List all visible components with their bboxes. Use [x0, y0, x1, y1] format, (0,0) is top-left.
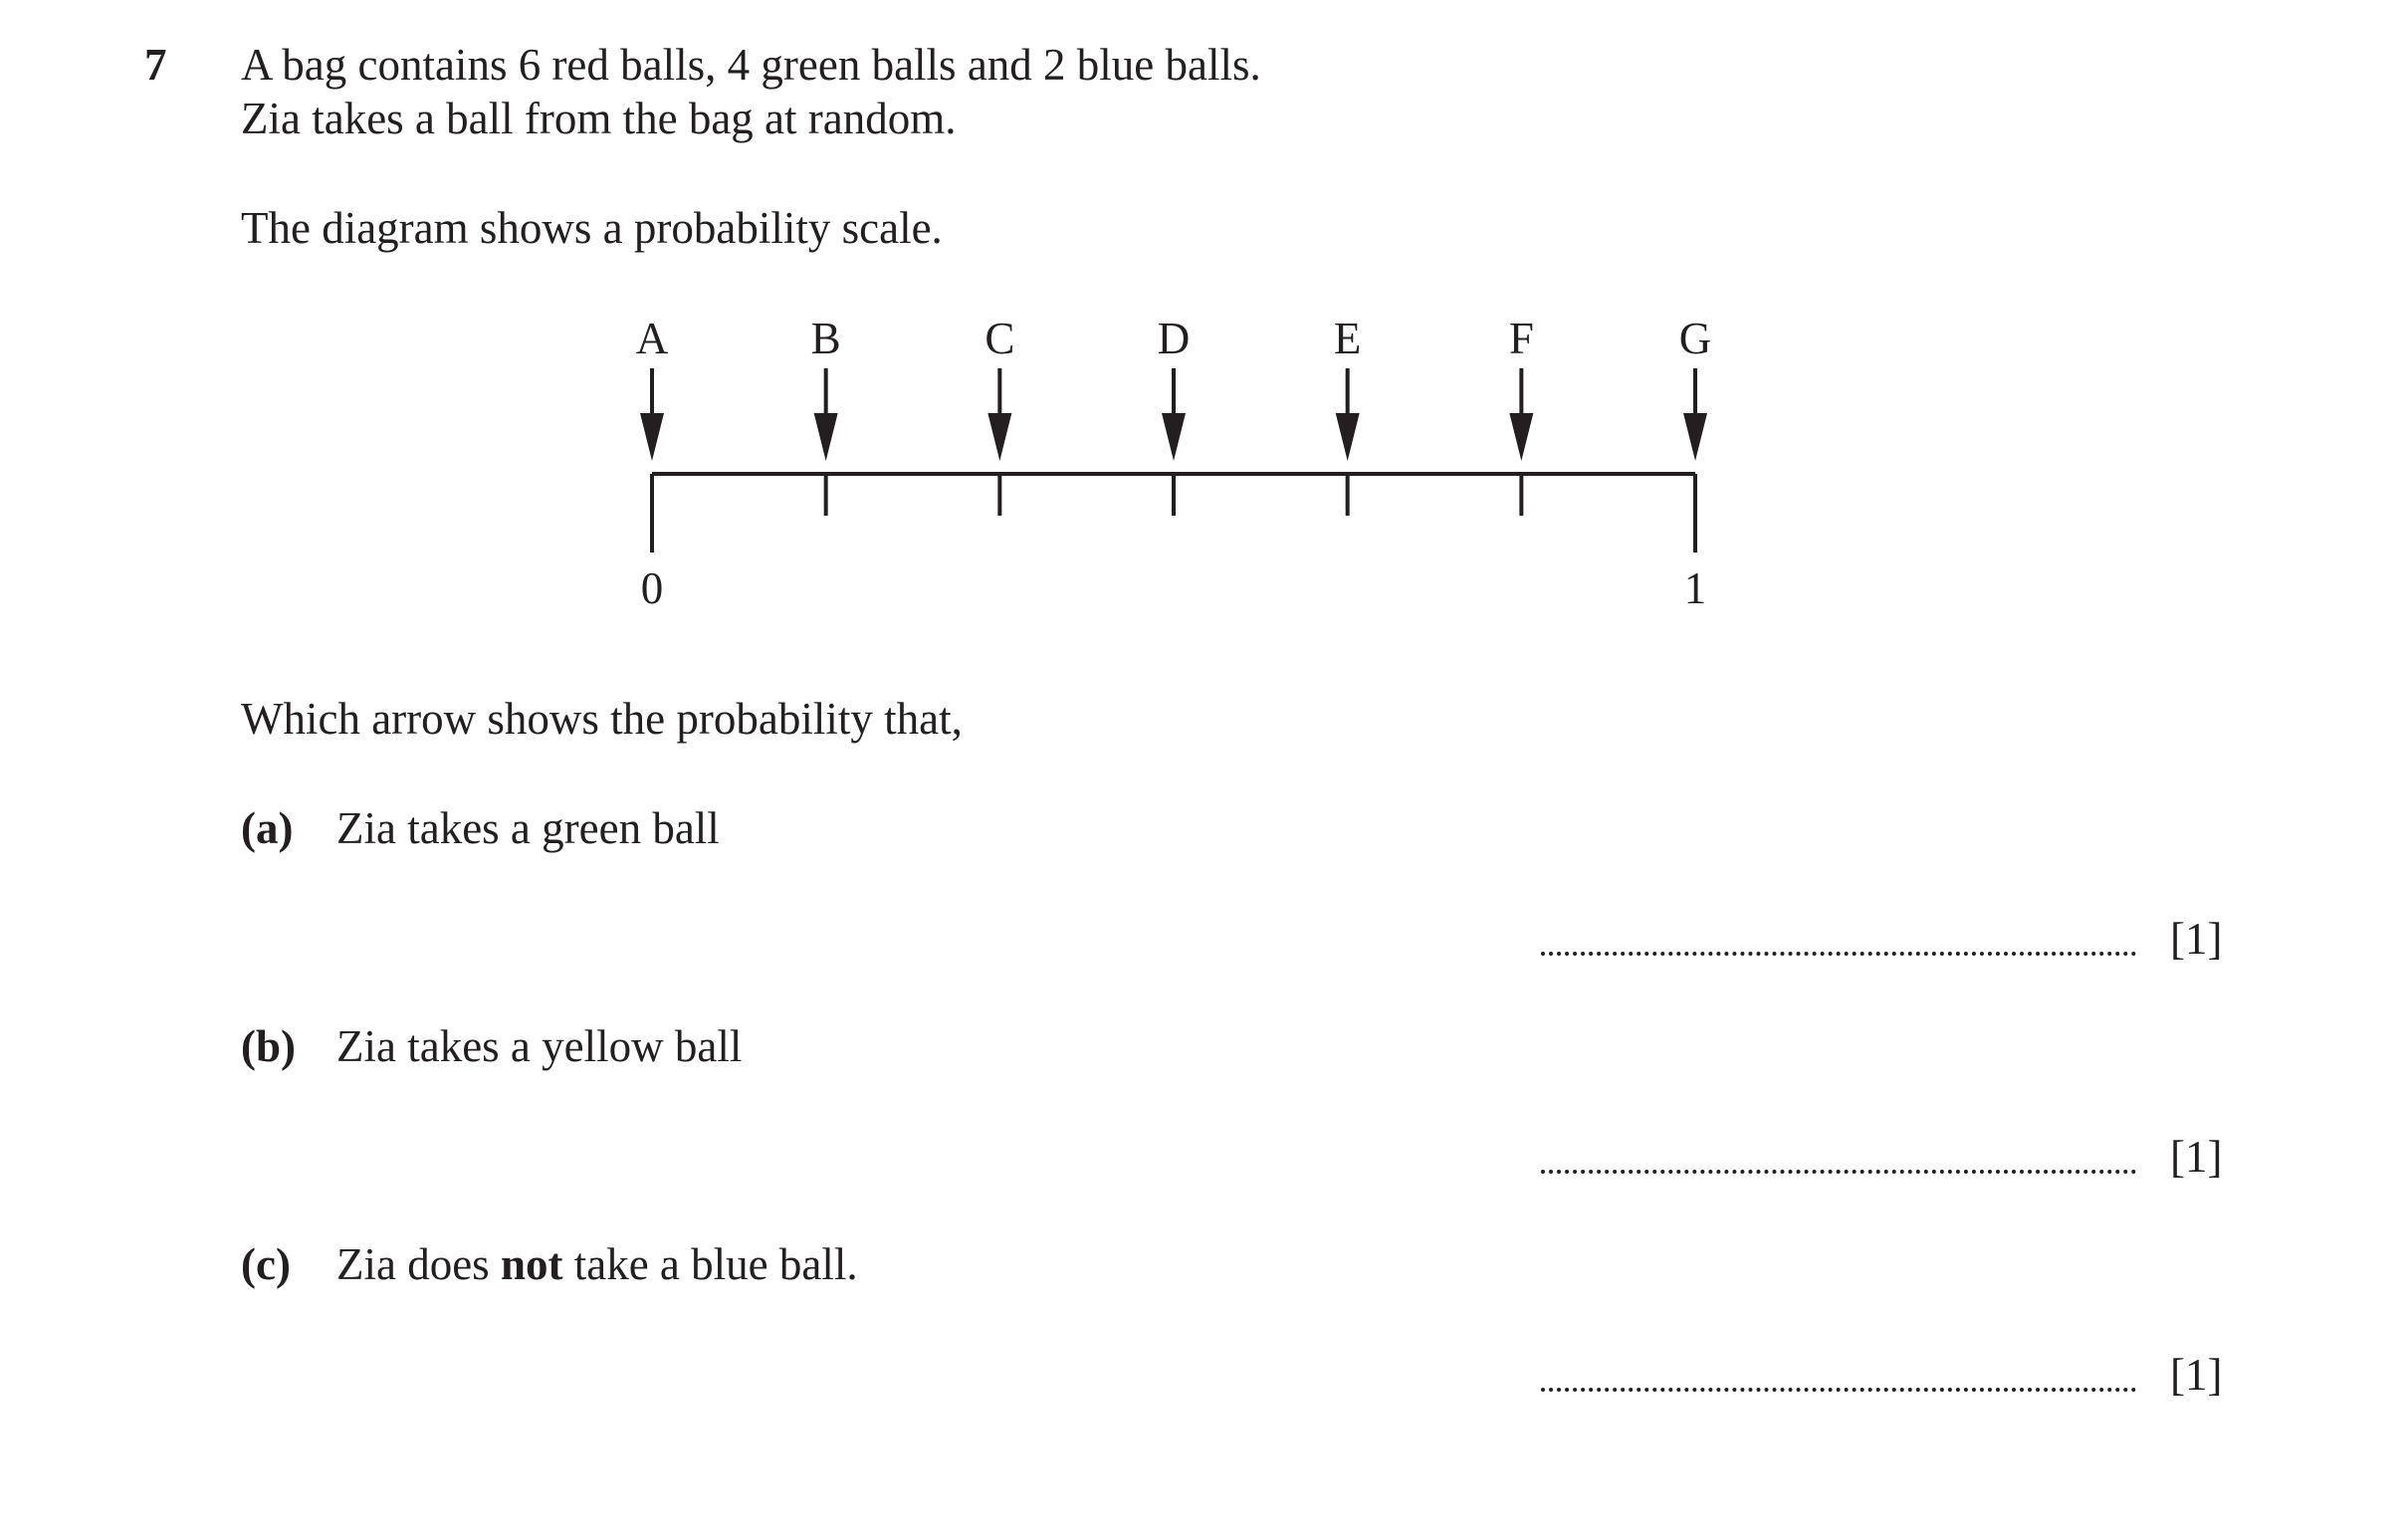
arrow-b: [811, 314, 841, 461]
part-b-label: (b): [241, 1021, 296, 1071]
part-b: [241, 1019, 742, 1073]
part-a: [241, 801, 720, 855]
arrow-c: [985, 314, 1014, 461]
part-c-label: (c): [241, 1239, 291, 1289]
part-a-answer-line[interactable]: [1541, 952, 2136, 956]
arrow-f: [1509, 314, 1534, 461]
arrow-a: [636, 314, 669, 461]
part-c-answer-line[interactable]: [1541, 1388, 2136, 1392]
part-c-text-emphasis: not: [500, 1239, 563, 1289]
part-b-mark: [1]: [2170, 1132, 2223, 1182]
arrow-head: [640, 413, 664, 461]
arrow-label-g: G: [1678, 314, 1712, 363]
arrow-head: [987, 413, 1011, 461]
part-c-text-before: Zia does: [336, 1239, 501, 1289]
arrow-g: [1679, 314, 1712, 461]
arrow-label-a: A: [635, 314, 669, 363]
part-b-text: Zia takes a yellow ball: [336, 1021, 743, 1071]
arrow-label-d: D: [1157, 314, 1191, 363]
arrow-head: [1162, 413, 1186, 461]
part-c-mark: [1]: [2170, 1350, 2223, 1400]
part-c: [241, 1237, 858, 1291]
part-c-text-after: take a blue ball.: [562, 1239, 858, 1289]
part-a-label: (a): [241, 803, 294, 853]
diagram-intro: The diagram shows a probability scale.: [241, 203, 943, 253]
question-prompt: Which arrow shows the probability that,: [241, 694, 963, 744]
arrow-head: [1509, 413, 1533, 461]
arrow-e: [1334, 314, 1362, 461]
part-a-mark: [1]: [2170, 914, 2223, 964]
part-b-answer: [1541, 1130, 2238, 1184]
part-a-answer: [1541, 912, 2238, 966]
scale-end-label: 1: [1683, 563, 1707, 613]
arrow-d: [1158, 314, 1191, 461]
part-c-answer: [1541, 1348, 2238, 1402]
scale-start-label: 0: [640, 563, 664, 613]
arrow-label-c: C: [985, 314, 1015, 363]
arrow-head: [814, 413, 838, 461]
arrow-label-f: F: [1508, 314, 1534, 363]
part-a-text: Zia takes a green ball: [336, 803, 720, 853]
arrow-label-b: B: [810, 314, 841, 363]
question-stem-line-1: A bag contains 6 red balls, 4 green balls and 2 blue balls.: [241, 40, 1261, 90]
probability-scale-diagram: [0, 0, 2407, 697]
question-number: 7: [144, 40, 167, 90]
part-b-answer-line[interactable]: [1541, 1170, 2136, 1174]
arrow-head: [1336, 413, 1360, 461]
arrow-label-e: E: [1333, 314, 1362, 363]
arrow-head: [1683, 413, 1707, 461]
question-stem-line-2: Zia takes a ball from the bag at random.: [241, 94, 957, 143]
